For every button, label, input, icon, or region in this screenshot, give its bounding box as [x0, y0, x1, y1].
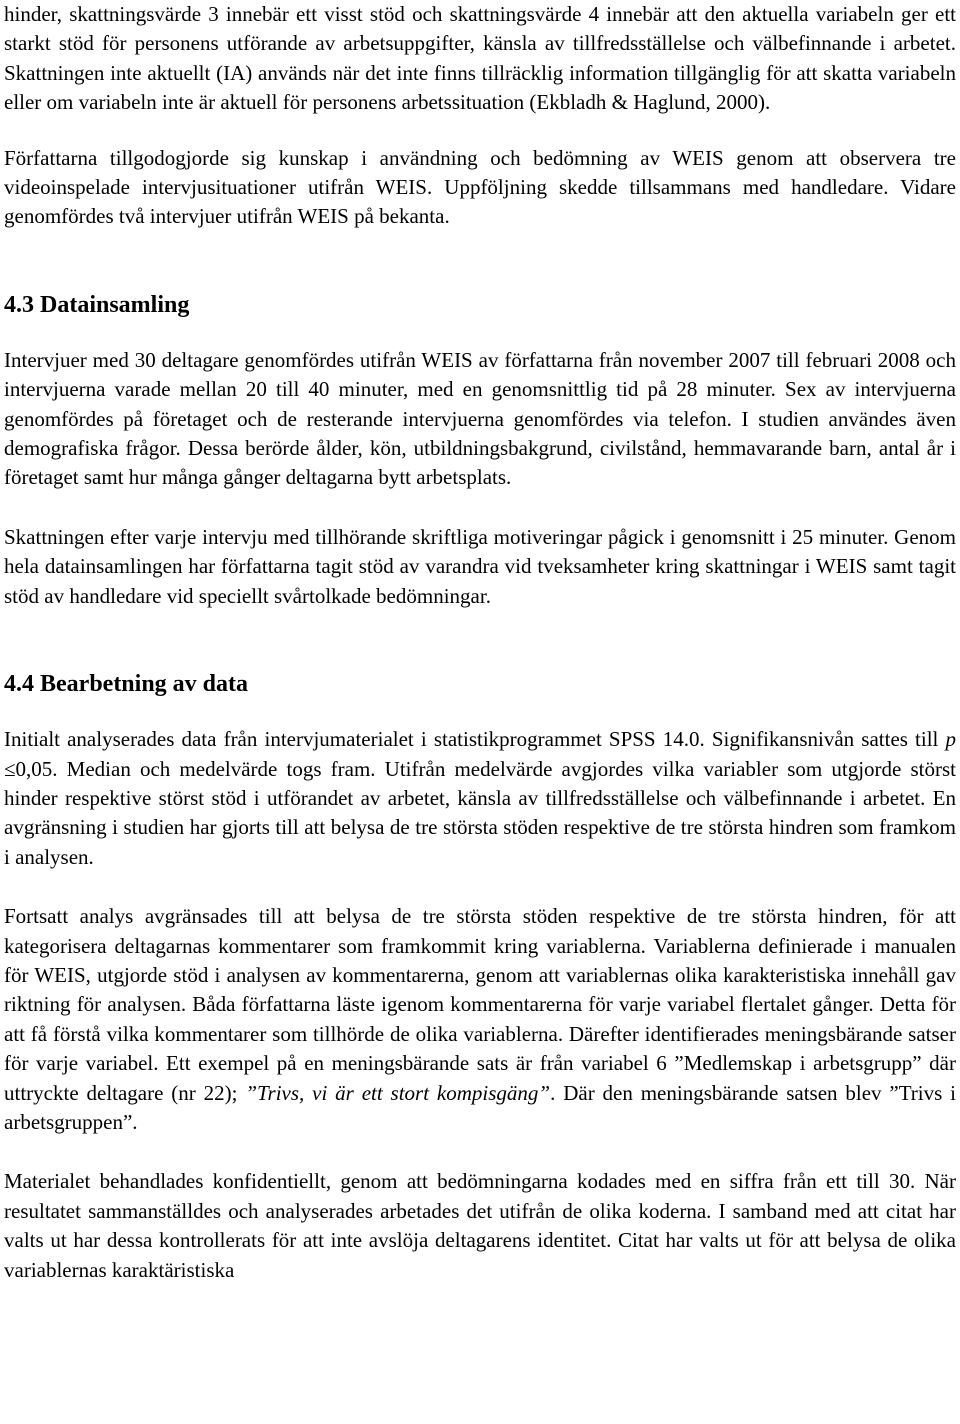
paragraph-initialt-part-a: Initialt analyserades data från intervjumaterialet i statistikprogrammet SPSS 14.0. Signifikansnivån sattes till	[4, 727, 946, 752]
heading-bearbetning: 4.4 Bearbetning av data	[4, 671, 249, 698]
paragraph-skattningen-efter: Skattningen efter varje intervju med tillhörande skriftliga motiveringar pågick i genomsnitt i 25 minuter. Genom hela datainsamlingen har författarna tagit stöd av varandra vid tveksamheter kring skattningar i WEIS samt tagit stöd av handledare vid speciellt svårtolkade bedömningar.	[4, 524, 956, 608]
paragraph-intervjuer: Intervjuer med 30 deltagare genomfördes utifrån WEIS av författarna från november 2007 till februari 2008 och intervjuerna varade mellan 20 till 40 minuter, med en genomsnittlig tid på 28 minuter. Sex av intervjuerna genomfördes på företaget och de resterande intervjuerna genomfördes via telefon. I studien användes även demografiska frågor. Dessa berörde ålder, kön, utbildningsbakgrund, civilstånd, hemmavarande barn, antal år i företaget samt hur många gånger deltagarna bytt arbetsplats.	[4, 347, 956, 490]
document-page	[4, 0, 956, 1285]
paragraph-initialt	[4, 725, 956, 872]
paragraph-skattning: hinder, skattningsvärde 3 innebär ett visst stöd och skattningsvärde 4 innebär att den aktuella variabeln ger ett starkt stöd för personens utförande av arbetsuppgifter, känsla av tillfredsställelse och välbefinnande i arbetet. Skattningen inte aktuellt (IA) används när det inte finns tillräcklig information tillgänglig för att skatta variabeln eller om variabeln inte är aktuell för personens arbetssituation (Ekbladh & Haglund, 2000).	[4, 2, 956, 115]
paragraph-fortsatt-analys	[4, 902, 956, 1137]
paragraph-initialt-part-b: ≤0,05. Median och medelvärde togs fram. Utifrån medelvärde avgjordes vilka variabler som utgjorde störst hinder respektive störst stöd i utförandet av arbetet, känsla av tillfredsställelse och välbefinnande i arbetet. En avgränsning i studien har gjorts till att belysa de tre största stöden respektive de tre största hindren som framkom i analysen.	[4, 756, 956, 869]
heading-datainsamling: 4.3 Datainsamling	[4, 291, 190, 318]
quote-trivs: ”Trivs, vi är ett stort kompisgäng”	[245, 1080, 551, 1105]
paragraph-forfattarna: Författarna tillgodogjorde sig kunskap i användning och bedömning av WEIS genom att observera tre videoinspelade intervjusituationer utifrån WEIS. Uppföljning skedde tillsammans med handledare. Vidare genomfördes två intervjuer utifrån WEIS på bekanta.	[4, 145, 956, 229]
p-symbol: p	[945, 727, 956, 752]
paragraph-materialet: Materialet behandlades konfidentiellt, genom att bedömningarna kodades med en siffra från ett till 30. När resultatet sammanställdes och analyserades arbetades det utifrån de olika koderna. I samband med att citat har valts ut har dessa kontrollerats för att inte avslöja deltagarens identitet. Citat har valts ut för att belysa de olika variablernas karaktäristiska	[4, 1169, 956, 1282]
paragraph-fortsatt-part-a: Fortsatt analys avgränsades till att belysa de tre största stöden respektive de tre största hindren, för att kategorisera deltagarnas kommentarer som framkommit kring variablerna. Variablerna definierade i manualen för WEIS, utgjorde stöd i analysen av kommentarerna, genom att variablernas olika karakteristiska innehåll gav riktning för analysen. Båda författarna läste igenom kommentarerna för varje variabel flertalet gånger. Detta för att få förstå vilka kommentarer som tillhörde de olika variablerna. Därefter identifierades meningsbärande satser för varje variabel. Ett exempel på en meningsbärande sats är från variabel 6 ”Medlemskap i arbetsgrupp” där uttryckte deltagare (nr 22);	[4, 904, 956, 1105]
paragraph-fortsatt-part-b: . Där den meningsbärande satsen blev ”Trivs i arbetsgruppen”.	[4, 1080, 956, 1134]
